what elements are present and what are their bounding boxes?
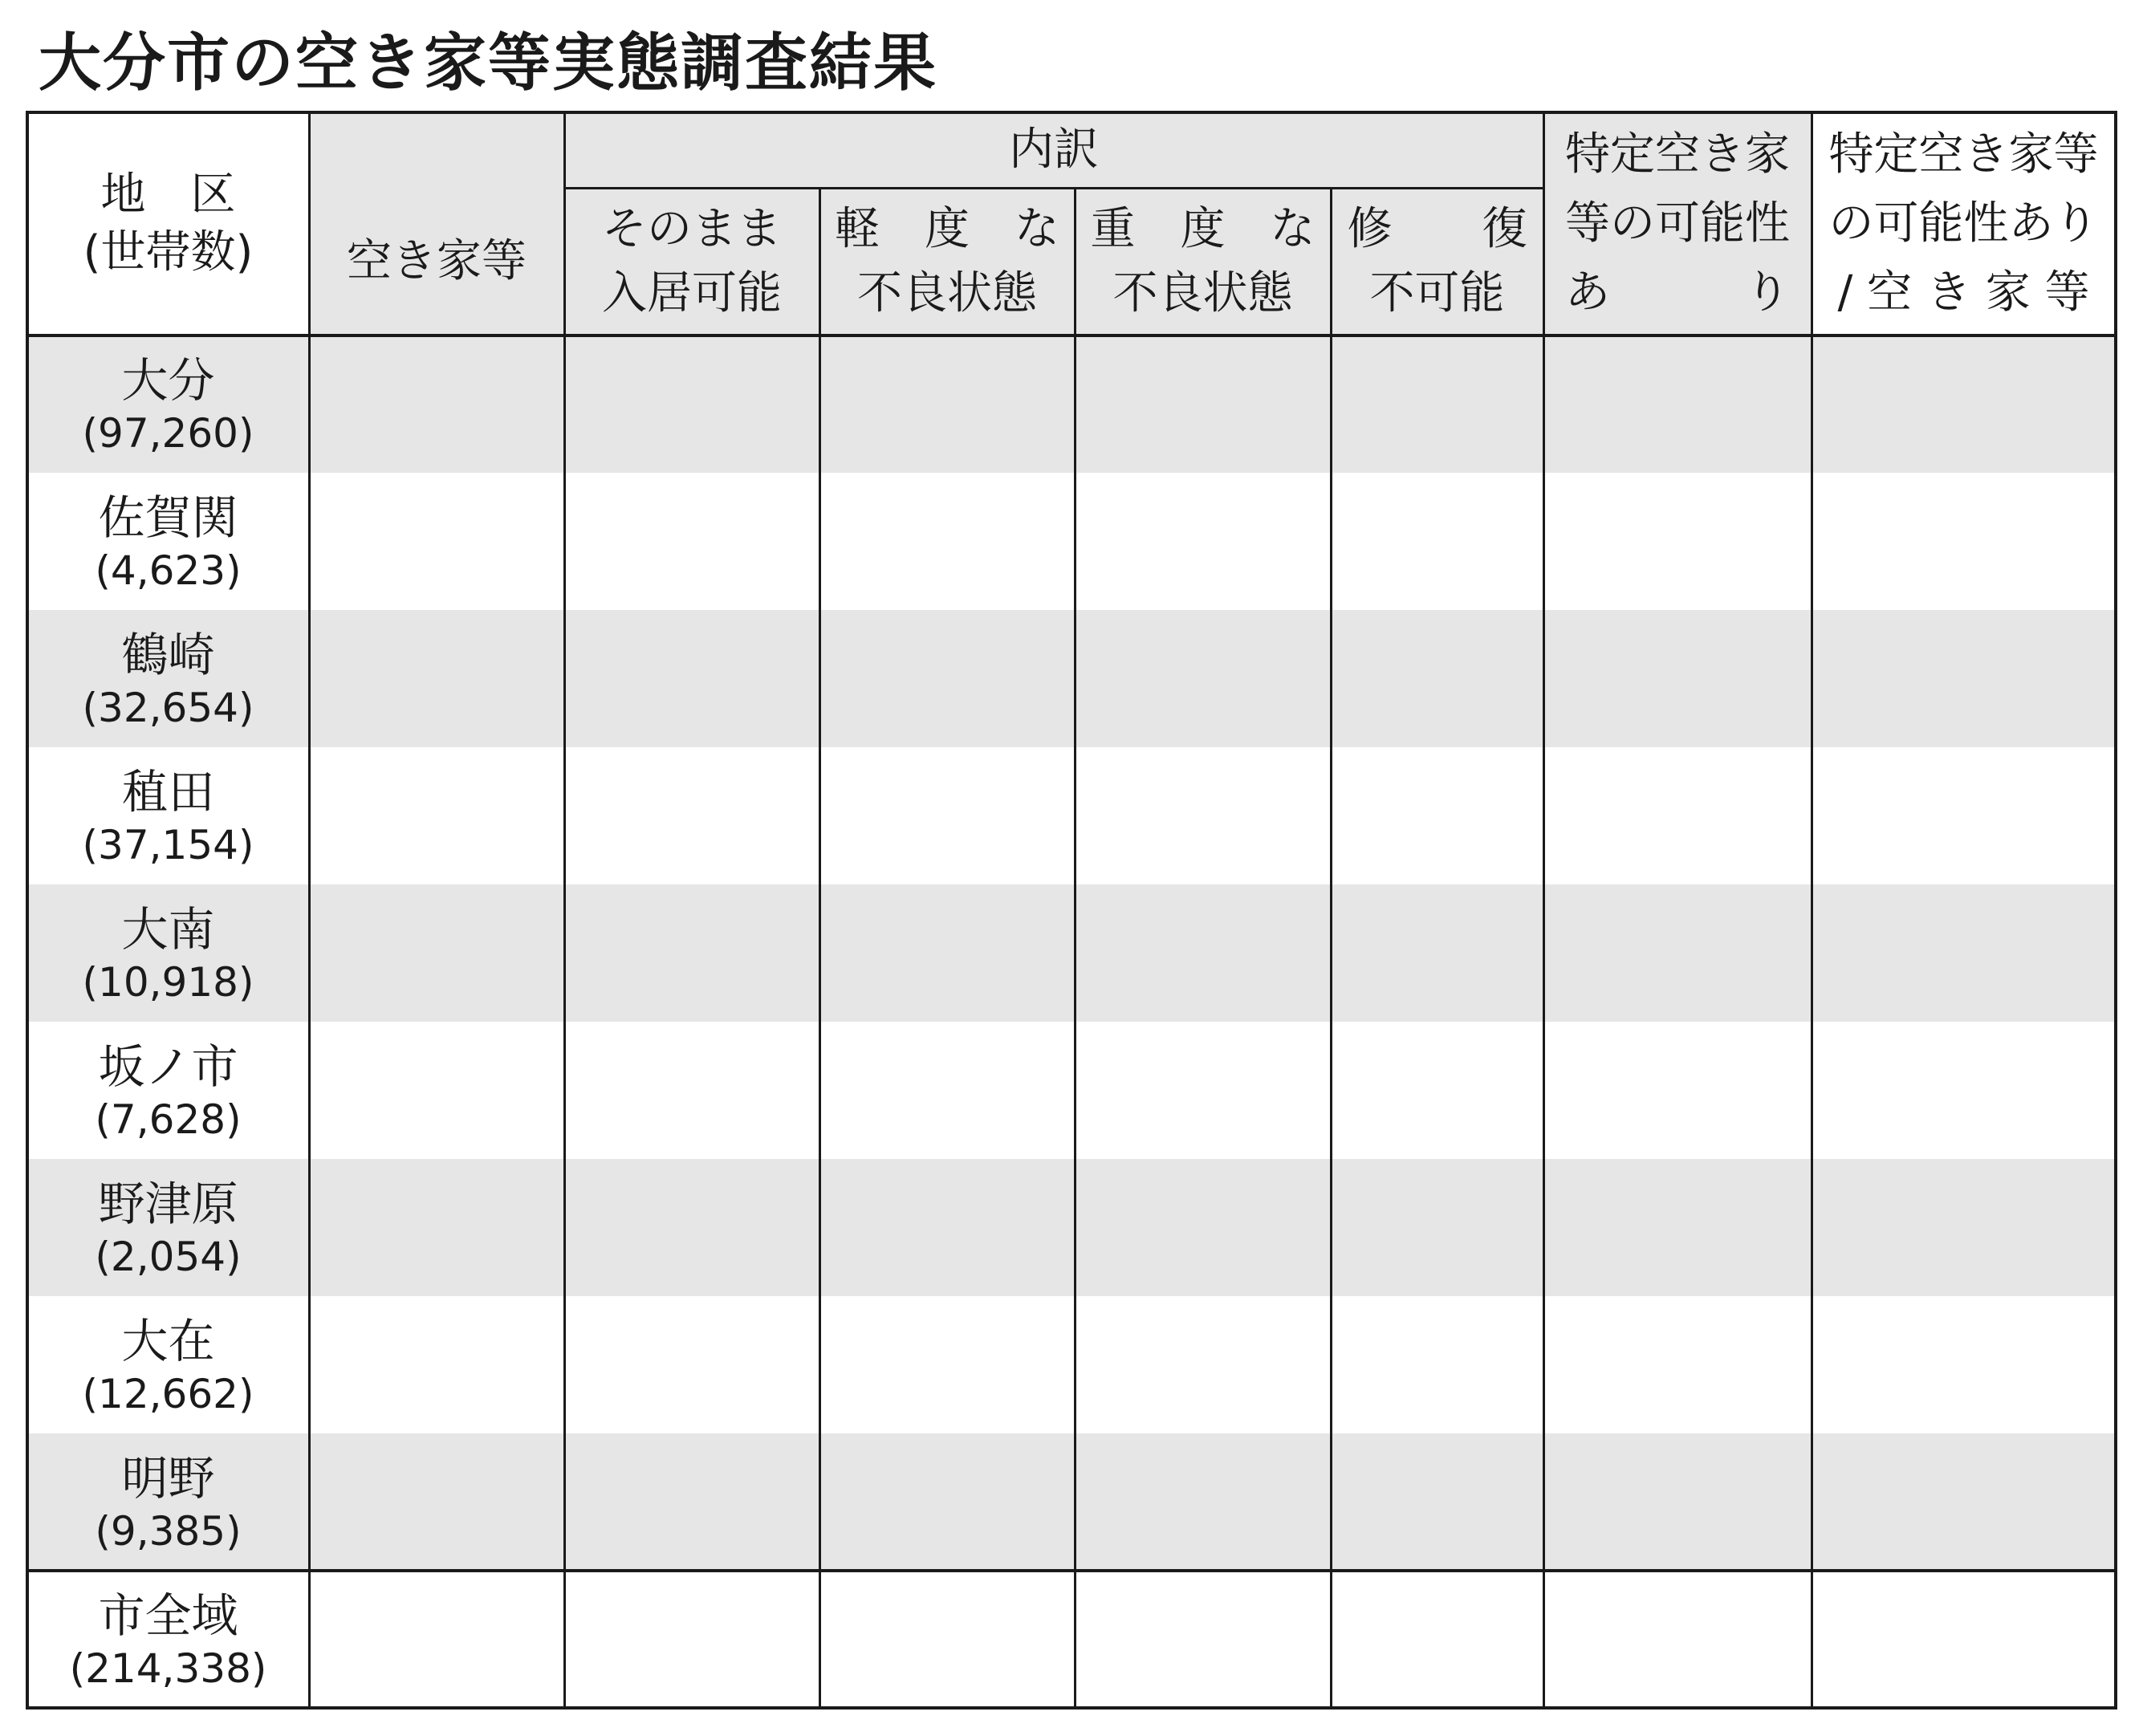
row-stripe: [27, 1159, 2116, 1296]
total-top-border: [27, 1569, 2116, 1572]
header-specific-line-1: 特定空き家: [1565, 128, 1790, 181]
table-row-households: (7,628): [95, 1096, 242, 1143]
header-area-line-1: 地 区: [100, 169, 236, 221]
header-bottom-border: [27, 334, 2116, 337]
row-stripe: [27, 610, 2116, 747]
table-row-households: (2,054): [95, 1233, 242, 1280]
table-row-households: (10,918): [82, 958, 254, 1006]
table-title: 大分市の空き家等実態調査結果: [39, 27, 938, 100]
table-row-households: (12,662): [82, 1370, 254, 1417]
header-heavy-damage-line-1: 重 度 な: [1090, 203, 1315, 255]
header-ratio-line-1: 特定空き家等: [1828, 128, 2099, 181]
table-row-area: 大南: [121, 901, 215, 957]
header-specific-line-2: 等の可能性: [1565, 197, 1790, 250]
table-row-area: 明野: [121, 1450, 215, 1506]
column-divider: [1543, 112, 1545, 1708]
breakdown-header-divider: [564, 187, 1543, 189]
header-irreparable-line-2: 不可能: [1369, 267, 1505, 319]
table-row-households: (9,385): [95, 1507, 242, 1555]
column-divider: [1074, 188, 1076, 1708]
header-light-damage-line-1: 軽 度 な: [835, 203, 1059, 255]
table-row-area: 鶴崎: [121, 627, 215, 682]
table-row-households: (4,623): [95, 547, 242, 594]
header-light-damage-line-2: 不良状態: [857, 267, 1037, 319]
column-divider: [563, 112, 566, 1708]
row-stripe: [27, 884, 2116, 1022]
header-heavy-damage-line-2: 不良状態: [1112, 267, 1293, 319]
table-left-border: [26, 112, 29, 1708]
column-divider: [308, 112, 311, 1708]
table-top-border: [26, 111, 2117, 114]
table-row-area: 稙田: [121, 764, 215, 819]
header-move-in-line-1: そのまま: [602, 203, 782, 255]
row-stripe: [27, 1433, 2116, 1571]
table-row-households: (97,260): [82, 409, 254, 457]
total-row-households: (214,338): [69, 1645, 267, 1692]
table-row-area: 坂ノ市: [98, 1039, 238, 1094]
table-row-area: 野津原: [98, 1176, 238, 1231]
header-ratio-line-3: / 空 き 家 等: [1837, 266, 2090, 319]
table-row-area: 大分: [121, 352, 215, 408]
table-right-border: [2114, 112, 2117, 1708]
table-row-area: 大在: [121, 1313, 215, 1368]
table-bottom-border: [26, 1706, 2117, 1710]
column-divider: [1811, 112, 1813, 1708]
table-row-households: (37,154): [82, 821, 254, 868]
header-specific-line-3: あ り: [1565, 266, 1790, 319]
header-ratio-line-2: の可能性あり: [1828, 197, 2099, 250]
table-row-area: 佐賀関: [98, 490, 238, 545]
header-move-in-line-2: 入居可能: [602, 267, 782, 319]
total-row-area: 市全域: [98, 1588, 238, 1643]
header-irreparable-line-1: 修 復: [1347, 203, 1527, 255]
header-vacant: 空き家等: [347, 235, 527, 287]
row-stripe: [27, 335, 2116, 473]
column-divider: [819, 188, 821, 1708]
table-row-households: (32,654): [82, 684, 254, 731]
column-divider: [1330, 188, 1332, 1708]
header-breakdown-group: 内訳: [1009, 124, 1099, 176]
header-area-line-2: (世帯数): [83, 226, 254, 278]
